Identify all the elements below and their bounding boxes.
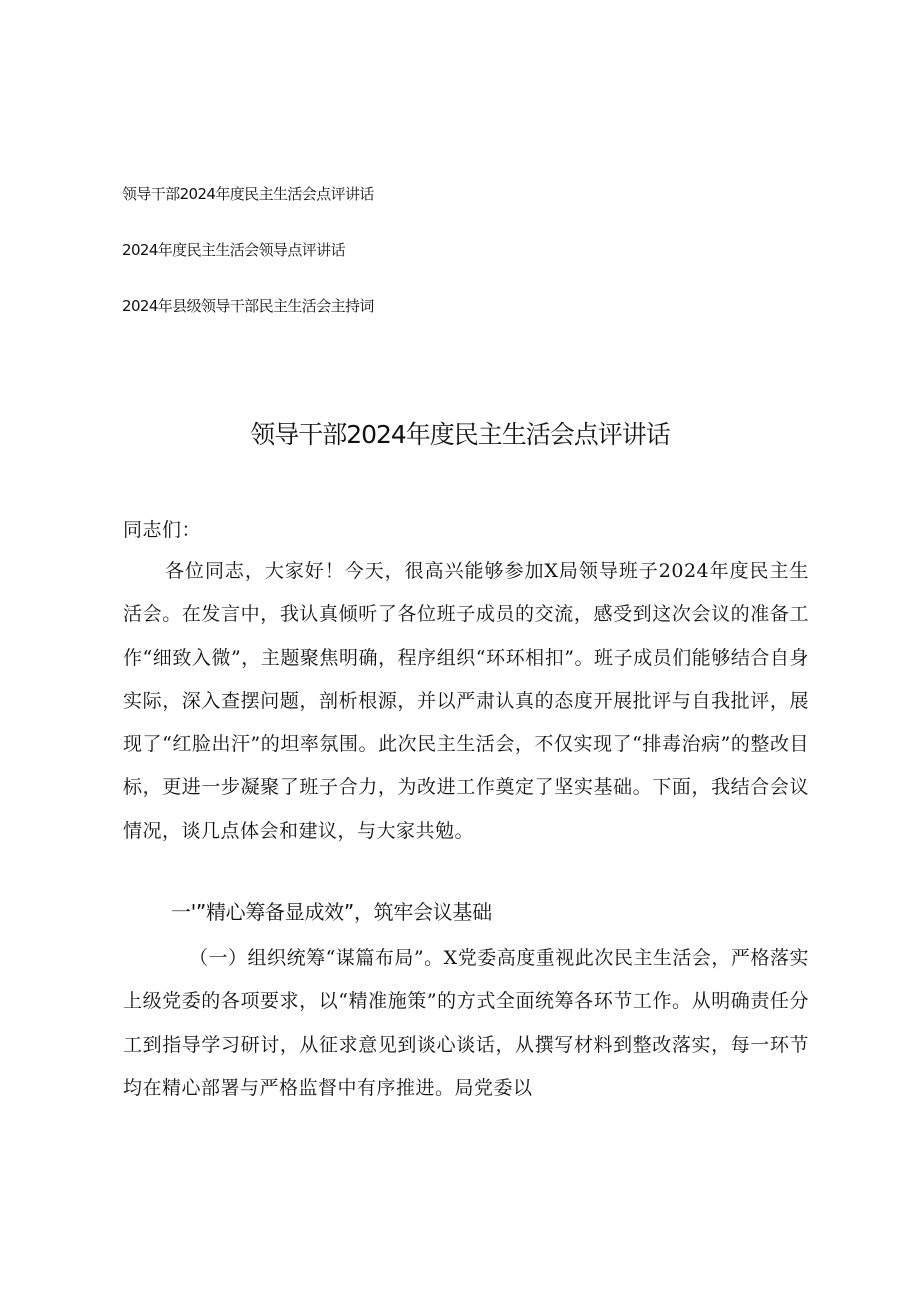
toc-item-3: 2024年县级领导干部民主生活会主持词: [122, 297, 374, 315]
section-heading-1: 一'”精心筹备显成效”，筑牢会议基础: [171, 900, 492, 924]
toc-item-2: 2024年度民主生活会领导点评讲话: [122, 241, 345, 259]
toc-item-1: 领导干部2024年度民主生活会点评讲话: [122, 185, 374, 203]
document-title: 领导干部2024年度民主生活会点评讲话: [250, 420, 670, 449]
salutation: 同志们：: [123, 519, 202, 541]
paragraph-2: （一）组织统筹“谋篇布局”。X党委高度重视此次民主生活会，严格落实上级党委的各项要求，以“精准施策”的方式全面统筹各环节工作。从明确责任分工到指导学习研讨，从征求意见到谈心谈话，从撰写材料到整改落实，每一环节均在精心部署与严格监督中有序推进。局党委以: [123, 947, 809, 1099]
paragraph-1: 各位同志，大家好！今天，很高兴能够参加X局领导班子2024年度民主生活会。在发言中，我认真倾听了各位班子成员的交流，感受到这次会议的准备工作“细致入微”，主题聚焦明确，程序组织“环环相扣”。班子成员们能够结合自身实际，深入查摆问题，剖析根源，并以严肃认真的态度开展批评与自我批评，展现了“红脸出汗”的坦率氛围。此次民主生活会，不仅实现了“排毒治病”的整改目标，更进一步凝聚了班子合力，为改进工作奠定了坚实基础。下面，我结合会议情况，谈几点体会和建议，与大家共勉。: [123, 560, 809, 842]
